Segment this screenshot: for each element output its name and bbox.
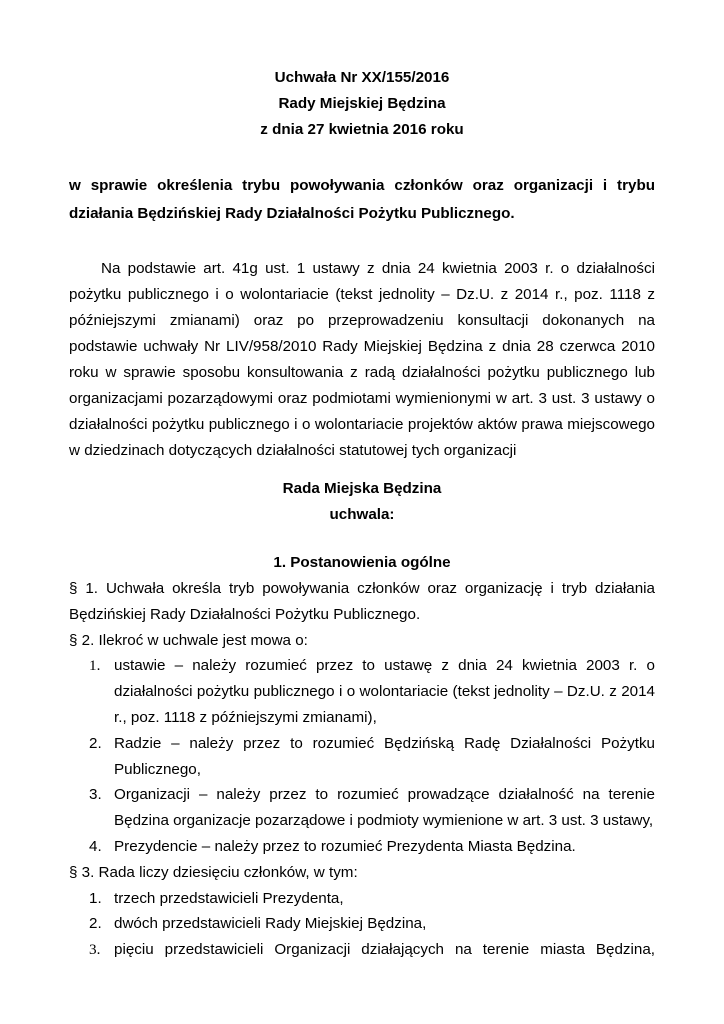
list-item-number: 1.	[89, 657, 101, 675]
list-item-number: 2.	[89, 734, 102, 752]
paragraph-1: § 1. Uchwała określa tryb powoływania członków oraz organizację i tryb działania Będzińskiej Rady Działalności Pożytku Publicznego.	[69, 580, 655, 623]
section-body	[69, 576, 655, 963]
list-item	[69, 911, 655, 937]
list-item-text: Organizacji – należy przez to rozumieć prowadzące działalność na terenie Będzina organizacje pozarządowe i podmioty wymienione w art. 3 ust. 3 ustawy,	[114, 786, 655, 830]
list-item	[69, 886, 655, 912]
paragraph-3: § 3. Rada liczy dziesięciu członków, w tym:	[69, 863, 358, 881]
document-page	[69, 0, 655, 1024]
list-item-number: 3.	[89, 786, 102, 804]
list-item	[69, 834, 655, 860]
list-item-text: ustawie – należy rozumieć przez to ustawę z dnia 24 kwietnia 2003 r. o działalności pożytku publicznego i o wolontariacie (tekst jednolity – Dz.U. z 2014 r., poz. 1118 z późniejszymi zmianami),	[114, 657, 655, 726]
list-item-text: pięciu przedstawicieli Organizacji działających na terenie miasta Będzina,	[114, 941, 655, 959]
resolving-council: Rada Miejska Będzina	[282, 480, 442, 497]
paragraph-2: § 2. Ilekroć w uchwale jest mowa o:	[69, 631, 308, 649]
list-item-text: Prezydencie – należy przez to rozumieć Prezydenta Miasta Będzina.	[114, 837, 576, 855]
list-item-number: 4.	[89, 837, 102, 855]
list-item	[69, 653, 655, 730]
resolution-subject: w sprawie określenia trybu powoływania członków oraz organizacji i trybu działania Będzińskiej Rady Działalności Pożytku Publicznego.	[69, 177, 655, 222]
list-item-text: dwóch przedstawicieli Rady Miejskiej Będzina,	[114, 915, 427, 933]
preamble: Na podstawie art. 41g ust. 1 ustawy z dnia 24 kwietnia 2003 r. o działalności pożytku publicznego i o wolontariacie (tekst jednolity – Dz.U. z 2014 r., poz. 1118 z późniejszymi zmianami) oraz po przeprowadzeniu konsultacji dokonanych na podstawie uchwały Nr LIV/958/2010 Rady Miejskiej Będzina z dnia 28 czerwca 2010 roku w sprawie sposobu konsultowania z radą działalności pożytku publicznego lub organizacjami pozarządowymi oraz podmiotami wymienionymi w art. 3 ust. 3 ustawy o działalności pożytku publicznego i o wolontariacie projektów aktów prawa miejscowego w dziedzinach dotyczących działalności statutowej tych organizacji	[69, 260, 655, 459]
list-item	[69, 731, 655, 783]
resolution-header	[69, 65, 655, 143]
resolving-clause	[69, 476, 655, 528]
section-title: 1. Postanowienia ogólne	[273, 554, 451, 571]
definitions-list	[69, 653, 655, 859]
resolution-date: z dnia 27 kwietnia 2016 roku	[260, 121, 464, 138]
members-list	[69, 886, 655, 963]
list-item-text: trzech przedstawicieli Prezydenta,	[114, 889, 344, 907]
list-item-number: 3.	[89, 941, 101, 959]
list-item-text: Radzie – należy przez to rozumieć Będzińską Radę Działalności Pożytku Publicznego,	[114, 734, 655, 778]
resolution-number: Uchwała Nr XX/155/2016	[274, 69, 450, 86]
list-item-number: 1.	[89, 889, 102, 907]
list-item-number: 2.	[89, 915, 102, 933]
list-item	[69, 782, 655, 834]
list-item	[69, 937, 655, 963]
resolution-council: Rady Miejskiej Będzina	[278, 95, 446, 112]
resolving-verb: uchwala:	[329, 506, 395, 523]
